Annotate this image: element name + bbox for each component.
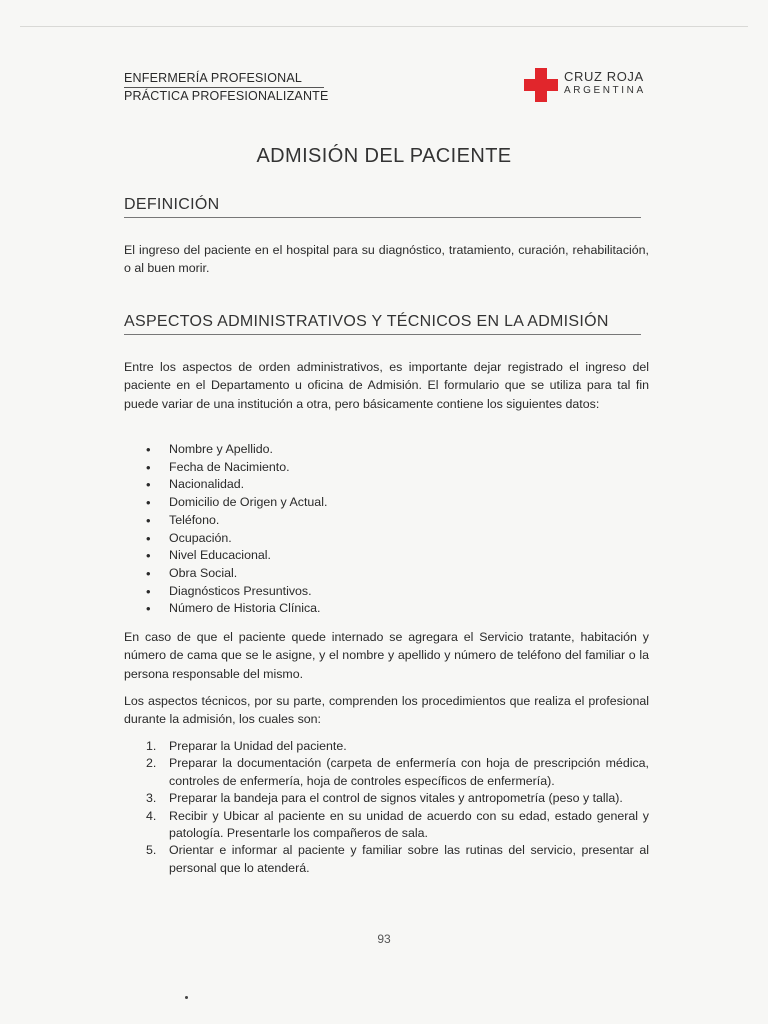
section-heading-definicion: DEFINICIÓN (124, 196, 641, 218)
list-item: • Diagnósticos Presuntivos. (146, 583, 327, 601)
list-item: 4. Recibir y Ubicar al paciente en su unidad de acuerdo con su edad, estado general y patología. Presentarle los compañeros de sala. (146, 808, 649, 841)
list-item: 2. Preparar la documentación (carpeta de enfermería con hoja de prescripción médica, controles de enfermería, hoja de controles específicos de enfermería). (146, 756, 649, 788)
list-item: 3. Preparar la bandeja para el control de signos vitales y antropometría (peso y talla). (146, 791, 623, 806)
scan-speck (185, 996, 188, 999)
cruz-roja-logo (524, 68, 649, 104)
list-item: • Número de Historia Clínica. (146, 600, 327, 618)
header-program (124, 70, 329, 105)
list-item: • Domicilio de Origen y Actual. (146, 494, 327, 512)
page-number: 93 (377, 932, 391, 946)
header-line-1: ENFERMERÍA PROFESIONAL (124, 70, 324, 88)
aspectos-intro: Entre los aspectos de orden administrativos, es importante dejar registrado el ingreso del paciente en el Departamento u oficina de Admisión. El formulario que se utiliza para tal fin puede variar de una institución a otra, pero básicamente contiene los siguientes datos: (124, 360, 649, 411)
list-item: • Fecha de Nacimiento. (146, 459, 327, 477)
list-item: • Nacionalidad. (146, 476, 327, 494)
page-title: ADMISIÓN DEL PACIENTE (256, 145, 512, 167)
datos-list (146, 441, 327, 618)
definicion-text: El ingreso del paciente en el hospital para su diagnóstico, tratamiento, curación, rehabilitación, o al buen morir. (124, 243, 649, 276)
list-item: • Ocupación. (146, 530, 327, 548)
list-item: 1. Preparar la Unidad del paciente. (146, 739, 347, 753)
internado-text: En caso de que el paciente quede internado se agregara el Servicio tratante, habitación y número de cama que se le asigne, y el nombre y apellido y número de teléfono del familiar o la persona responsable del mismo. (124, 630, 649, 681)
red-cross-icon (524, 68, 558, 102)
list-item: • Nivel Educacional. (146, 547, 327, 565)
list-item: • Nombre y Apellido. (146, 441, 327, 459)
section-heading-aspectos: ASPECTOS ADMINISTRATIVOS Y TÉCNICOS EN LA ADMISIÓN (124, 313, 641, 335)
procedimientos-list (146, 738, 649, 877)
list-item: 5. Orientar e informar al paciente y familiar sobre las rutinas del servicio, presentar al personal que lo atenderá. (146, 843, 649, 875)
logo-line-2: ARGENTINA (564, 85, 646, 96)
list-item: • Obra Social. (146, 565, 327, 583)
logo-line-1: CRUZ ROJA (564, 69, 644, 84)
scan-edge-line (20, 26, 748, 27)
header-line-2: PRÁCTICA PROFESIONALIZANTE (124, 89, 329, 103)
tecnicos-intro: Los aspectos técnicos, por su parte, comprenden los procedimientos que realiza el profesional durante la admisión, los cuales son: (124, 694, 649, 727)
list-item: • Teléfono. (146, 512, 327, 530)
